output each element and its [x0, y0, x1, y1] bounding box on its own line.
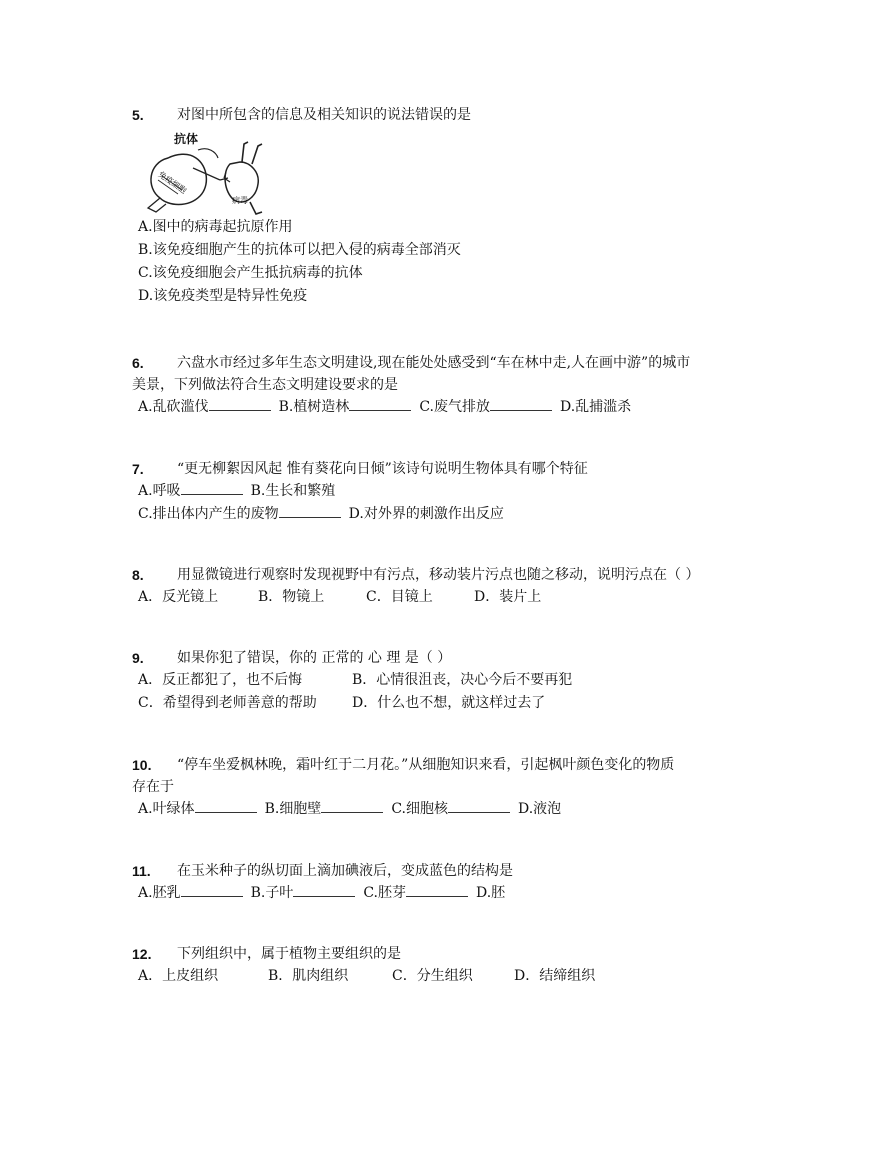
question-number: 7.	[132, 461, 144, 477]
option-c[interactable]: 该免疫细胞会产生抵抗病毒的抗体	[152, 265, 363, 281]
answer-blank	[209, 396, 271, 411]
option-letter: C.	[138, 506, 153, 522]
option-c[interactable]: 分生组织	[416, 968, 473, 984]
answer-blank	[279, 503, 341, 518]
option-c[interactable]: 排出体内产生的废物	[152, 506, 279, 522]
option-c[interactable]: 胚芽	[377, 885, 406, 901]
question-number: 12.	[132, 946, 152, 962]
option-letter: C.	[363, 885, 378, 901]
option-letter: D.	[138, 288, 154, 304]
question-stem-line2: 存在于	[132, 779, 174, 795]
option-d[interactable]: 对外界的刺激作出反应	[363, 506, 504, 522]
option-letter: C.	[391, 801, 406, 817]
option-letter: A．	[138, 672, 163, 688]
option-c[interactable]: 目镜上	[390, 589, 433, 605]
option-c[interactable]: 希望得到老师善意的帮助	[162, 695, 317, 711]
question-stem-line1: “停车坐爱枫林晚，霜叶红于二月花。”从细胞知识来看，引起枫叶颜色变化的物质	[177, 757, 675, 773]
option-letter: D.	[348, 506, 364, 522]
option-letter: D.	[475, 885, 492, 901]
option-b[interactable]: 细胞壁	[279, 801, 322, 817]
question-number: 10.	[132, 757, 152, 773]
option-d[interactable]: 装片上	[499, 589, 542, 605]
answer-blank	[406, 882, 468, 897]
antibody-virus-illustration	[138, 128, 268, 216]
answer-blank	[448, 798, 510, 813]
option-a[interactable]: 叶绿体	[152, 801, 195, 817]
figure-label-immune-cell: 免疫细胞	[156, 169, 188, 196]
answer-blank	[195, 798, 257, 813]
question-9	[132, 647, 772, 715]
option-letter: D．	[514, 968, 540, 984]
question-number: 6.	[132, 355, 144, 371]
option-a[interactable]: 图中的病毒起抗原作用	[152, 219, 293, 235]
option-b[interactable]: 生长和繁殖	[265, 483, 336, 499]
question-number: 5.	[132, 107, 144, 123]
option-letter: B.	[138, 242, 153, 258]
options-list	[138, 216, 772, 308]
question-10	[132, 754, 772, 821]
answer-blank	[321, 798, 383, 813]
option-a[interactable]: 呼吸	[152, 483, 181, 499]
option-b[interactable]: 心情很沮丧，决心今后不要再犯	[376, 672, 573, 688]
question-11	[132, 860, 772, 905]
answer-blank	[490, 396, 552, 411]
question-stem: 下列组织中，属于植物主要组织的是	[177, 946, 401, 962]
question-8	[132, 564, 772, 609]
option-letter: B.	[250, 483, 266, 499]
question-stem: 对图中所包含的信息及相关知识的说法错误的是	[177, 107, 471, 123]
option-b[interactable]: 该免疫细胞产生的抗体可以把入侵的病毒全部消灭	[152, 242, 461, 258]
question-12	[132, 943, 772, 988]
question-stem: 如果你犯了错误，你的 正常的 心 理 是（ ）	[177, 650, 452, 666]
immune-cell-virus-figure	[138, 128, 268, 216]
option-letter: B.	[278, 399, 294, 415]
question-stem: 用显微镜进行观察时发现视野中有污点，移动装片污点也随之移动，说明污点在（ ）	[177, 567, 700, 583]
option-letter: B.	[250, 885, 266, 901]
option-a[interactable]: 乱砍滥伐	[152, 399, 209, 415]
question-5	[132, 104, 772, 308]
options-row	[138, 396, 772, 419]
question-stem-line2: 美景，下列做法符合生态文明建设要求的是	[132, 377, 398, 393]
option-letter: C.	[138, 265, 153, 281]
option-letter: D．	[352, 695, 378, 711]
question-number: 8.	[132, 567, 144, 583]
option-letter: D.	[559, 399, 576, 415]
figure-label-virus: 病毒	[232, 196, 248, 205]
option-a[interactable]: 上皮组织	[162, 968, 219, 984]
option-b[interactable]: 植树造林	[293, 399, 350, 415]
question-stem-line1: 六盘水市经过多年生态文明建设,现在能处处感受到“车在林中走,人在画中游”的城市	[177, 355, 691, 371]
option-c[interactable]: 细胞核	[405, 801, 448, 817]
option-d[interactable]: 液泡	[533, 801, 562, 817]
option-letter: A.	[138, 885, 153, 901]
option-d[interactable]: 结缔组织	[539, 968, 596, 984]
question-stem: “更无柳絮因风起 惟有葵花向日倾”该诗句说明生物体具有哪个特征	[177, 461, 588, 477]
answer-blank	[181, 882, 243, 897]
question-7	[132, 458, 772, 526]
answer-blank	[293, 882, 355, 897]
option-letter: D.	[517, 801, 534, 817]
option-letter: B.	[264, 801, 280, 817]
option-letter: D．	[474, 589, 500, 605]
option-a[interactable]: 反正都犯了，也不后悔	[162, 672, 303, 688]
option-letter: C．	[366, 589, 391, 605]
option-a[interactable]: 反光镜上	[162, 589, 219, 605]
question-number: 11.	[132, 863, 151, 879]
option-b[interactable]: 子叶	[265, 885, 294, 901]
question-number: 9.	[132, 650, 144, 666]
question-stem: 在玉米种子的纵切面上滴加碘液后，变成蓝色的结构是	[177, 863, 513, 879]
option-d[interactable]: 该免疫类型是特异性免疫	[153, 288, 308, 304]
option-letter: A．	[138, 589, 163, 605]
option-letter: B．	[258, 589, 283, 605]
option-letter: C.	[419, 399, 434, 415]
answer-blank	[349, 396, 411, 411]
option-letter: A.	[138, 483, 153, 499]
option-letter: A.	[138, 801, 153, 817]
option-letter: C．	[392, 968, 417, 984]
figure-label-antibody: 抗体	[174, 132, 199, 146]
option-d[interactable]: 乱捕滥杀	[575, 399, 632, 415]
option-letter: A．	[138, 968, 163, 984]
option-letter: A.	[138, 219, 153, 235]
option-b[interactable]: 物镜上	[282, 589, 325, 605]
question-6	[132, 352, 772, 419]
option-a[interactable]: 胚乳	[152, 885, 181, 901]
option-b[interactable]: 肌肉组织	[292, 968, 349, 984]
answer-blank	[181, 480, 243, 495]
option-d[interactable]: 什么也不想，就这样过去了	[377, 695, 546, 711]
option-letter: C．	[138, 695, 163, 711]
option-letter: A.	[138, 399, 153, 415]
option-letter: B．	[268, 968, 293, 984]
option-c[interactable]: 废气排放	[433, 399, 490, 415]
option-letter: B．	[352, 672, 377, 688]
option-d[interactable]: 胚	[491, 885, 506, 901]
